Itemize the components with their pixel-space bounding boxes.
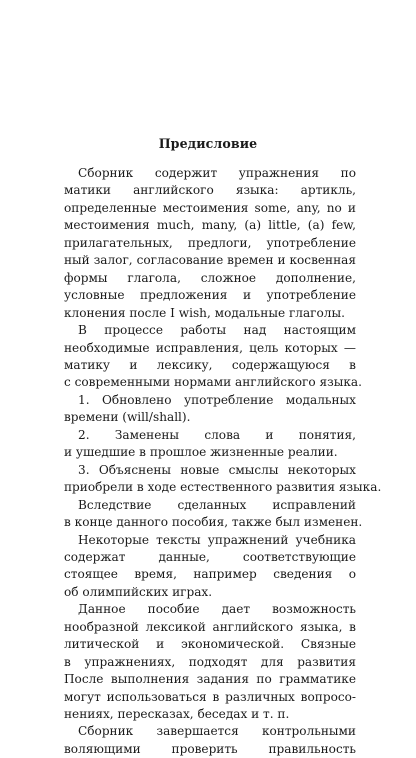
text-line: времени (will/shall).	[64, 410, 191, 425]
text-line: с современными нормами английского языка.	[64, 375, 362, 390]
text-line: Вследствие сделанных исправлений	[78, 497, 356, 512]
text-line: нообразной лексикой английского языка, в	[64, 619, 356, 634]
text-line: клонения после I wish, модальные глаголы.	[64, 305, 345, 320]
text-line: матику и лексику, содержащуюся в	[64, 357, 356, 372]
text-line: и ушедшие в прошлое жизненные реалии.	[64, 445, 338, 460]
text-line: прилагательных, предлоги, употребление	[64, 235, 356, 250]
text-line: в упражнениях, подходят для развития	[64, 654, 356, 669]
text-line: в конце данного пособия, также был изменен.	[64, 515, 363, 529]
text-line: Данное пособие дает возможность	[78, 602, 356, 617]
text-line: В процессе работы над настоящим	[78, 323, 356, 337]
text-line: матики английского языка: артикль,	[64, 183, 356, 198]
text-line: приобрели в ходе естественного развития языка.	[64, 480, 382, 495]
text-line: необходимые исправления, цель которых —	[64, 340, 356, 355]
text-line: об олимпийских играх.	[64, 584, 213, 599]
page-title: Предисловие	[158, 136, 258, 151]
text-line: определенные местоимения some, any, no и	[64, 200, 356, 215]
text-line: ный залог, согласование времен и косвенная	[64, 253, 356, 268]
text-line: После выполнения задания по грамматике	[64, 672, 356, 686]
text-line: стоящее время, например сведения о	[64, 567, 356, 582]
text-line: Сборник завершается контрольными	[78, 724, 356, 739]
text-line: условные предложения и употребление	[64, 288, 356, 303]
text-line: 2. Заменены слова и понятия,	[78, 427, 356, 442]
text-line: Некоторые тексты упражнений учебника	[78, 532, 356, 547]
text-line: могут использоваться в различных вопросо-	[64, 689, 356, 704]
text-line: нениях, пересказах, беседах и т. п.	[64, 706, 290, 721]
text-line: 1. Обновлено употребление модальных	[78, 392, 356, 407]
text-line: 3. Объяснены новые смыслы некоторых	[78, 462, 356, 477]
text-line: формы глагола, сложное дополнение,	[64, 270, 356, 285]
text-line: литической и экономической. Связные	[64, 637, 356, 652]
text-line: местоимения much, many, (a) little, (a) few,	[64, 218, 356, 233]
text-line: содержат данные, соответствующие	[64, 549, 356, 564]
text-line: воляющими проверить правильность	[64, 741, 356, 756]
text-line: Сборник содержит упражнения по	[78, 166, 356, 180]
